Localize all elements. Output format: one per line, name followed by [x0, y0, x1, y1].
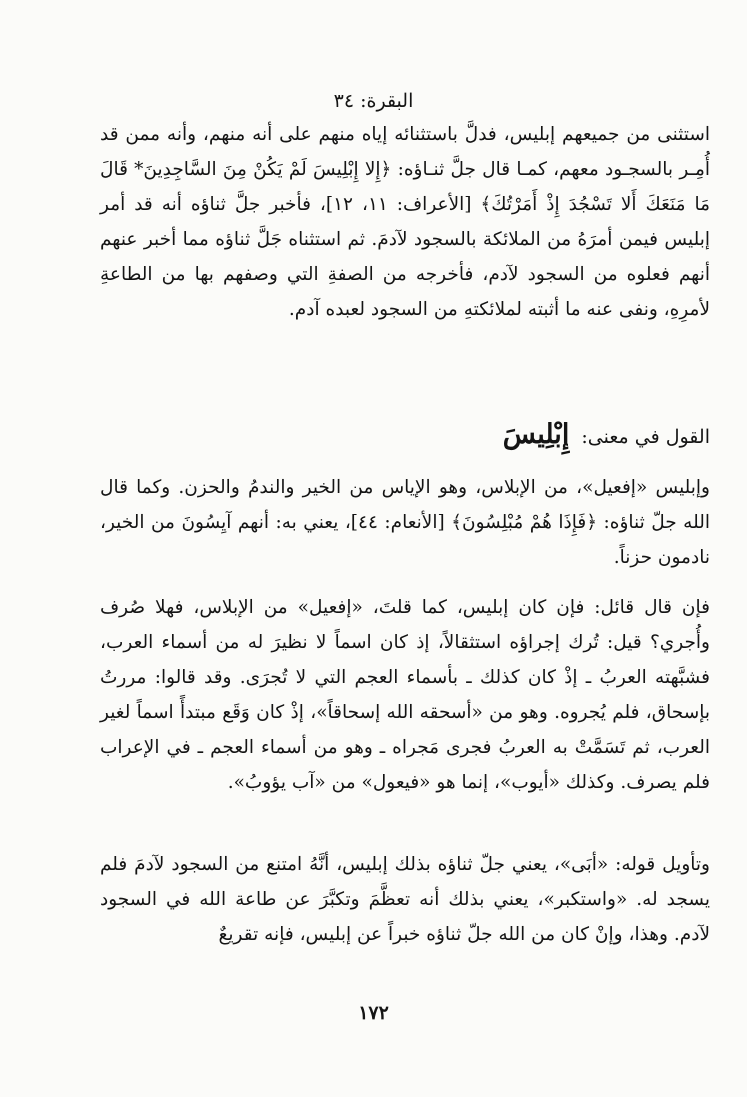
section-heading	[100, 418, 710, 454]
page-number: ١٧٢	[358, 1002, 389, 1024]
paragraph-2	[100, 470, 710, 575]
section-heading-term: إِبْلِيسَ	[502, 419, 570, 450]
section-heading-prefix: القول في معنى:	[581, 426, 710, 448]
running-header: البقرة: ٣٤	[333, 90, 414, 112]
paragraph-text: استثنى من جميعهم إبليس، فدلَّ باستثنائه إياه منهم على أنه منهم، وأنه ممن قد أُمِـر بالسجـود معهم، كمـا قال جلَّ ثنـاؤه: ﴿إِلا إِبْلِيسَ لَمْ يَكُنْ مِنَ السَّاجِدِينَ* قَالَ مَا مَنَعَكَ أَلا تَسْجُدَ إِذْ أَمَرْتُكَ﴾ [الأعراف: ١١، ١٢]، فأخبر جلَّ ثناؤه أنه قد أمر إبليس فيمن أمرَهُ من الملائكة بالسجود لآدمَ. ثم استثناه جَلَّ ثناؤه مما أخبر عنهم أنهم فعلوه من السجود لآدم، فأخرجه من الصفةِ التي وصفهم بها من الطاعةِ لأمرِهِ، ونفى عنه ما أثبته لملائكتهِ من السجود لعبده آدم.	[100, 124, 711, 320]
paragraph-1	[100, 117, 710, 327]
paragraph-text: وإبليس «إفعيل»، من الإبلاس، وهو الإياس من الخير والندمُ والحزن. وكما قال الله جلّ ثناؤه: ﴿فَإِذَا هُمْ مُبْلِسُونَ﴾ [الأنعام: ٤٤]، يعني به: أنهم آيِسُونَ من الخير، نادمون حزناً.	[100, 477, 710, 568]
paragraph-text: وتأويل قوله: «أبَى»، يعني جلّ ثناؤه بذلك إبليس، أنَّهُ امتنع من السجود لآدمَ فلم يسجد له. «واستكبر»، يعني بذلك أنه تعظَّمَ وتكبَّرَ عن طاعة الله في السجود لآدم. وهذا، وإنْ كان من الله جلّ ثناؤه خبراً عن إبليس، فإنه تقريعٌ	[100, 854, 710, 945]
paragraph-3	[100, 590, 710, 800]
paragraph-text: فإن قال قائل: فإن كان إبليس، كما قلتَ، «إفعيل» من الإبلاس، فهلا صُرف وأُجري؟ قيل: تُرك إجراؤه استثقالاً، إذ كان اسماً لا نظيرَ له من أسماء العرب، فشبَّهته العربُ ـ إذْ كان كذلك ـ بأسماء العجم التي لا تُجرَى. وقد قالوا: مررتُ بإسحاق، فلم يُجروه. وهو من «أسحقه الله إسحاقاً»، إذْ كان وَقَع مبتدأً اسماً لغير العرب، ثم تَسَمَّتْ به العربُ فجرى مَجراه ـ وهو من أسماء العجم ـ في الإعراب فلم يصرف. وكذلك «أيوب»، إنما هو «فيعول» من «آب يؤوبُ».	[100, 597, 710, 793]
paragraph-4	[100, 847, 710, 952]
